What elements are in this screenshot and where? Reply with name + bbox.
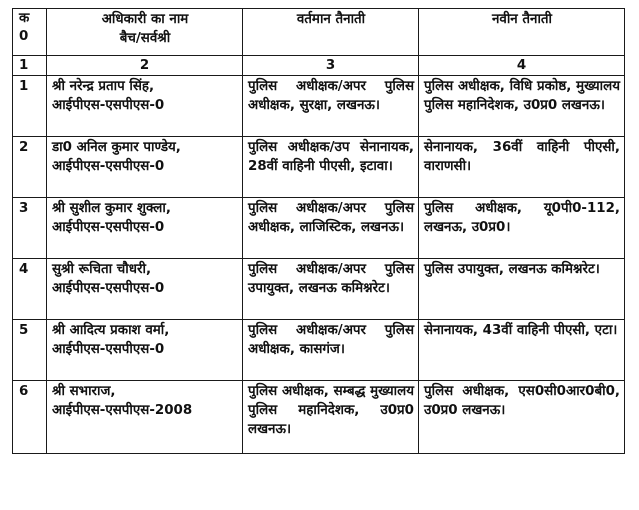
row-officer-name bbox=[47, 320, 243, 381]
row-serial: 6 bbox=[13, 381, 47, 454]
row-new-posting: पुलिस अधीक्षक, विधि प्रकोष्ठ, मुख्यालय पुलिस महानिदेशक, उ0प्र0 लखनऊ। bbox=[419, 76, 625, 137]
row-new-posting: पुलिस उपायुक्त, लखनऊ कमिश्नरेट। bbox=[419, 259, 625, 320]
officer-batch: आईपीएस-एसपीएस-0 bbox=[52, 342, 165, 357]
row-new-posting: पुलिस अधीक्षक, यू0पी0-112, लखनऊ, उ0प्र0। bbox=[419, 198, 625, 259]
table-row bbox=[13, 320, 625, 381]
column-number-1: 1 bbox=[13, 56, 47, 76]
column-number-4: 4 bbox=[419, 56, 625, 76]
officer-name: श्री सभाराज, bbox=[52, 384, 116, 399]
row-serial: 4 bbox=[13, 259, 47, 320]
header-serial-line1: क bbox=[19, 11, 30, 26]
officer-name: श्री नरेन्द्र प्रताप सिंह, bbox=[52, 79, 155, 94]
row-current-posting: पुलिस अधीक्षक/अपर पुलिस अधीक्षक, सुरक्षा, लखनऊ। bbox=[243, 76, 419, 137]
column-number-row bbox=[13, 56, 625, 76]
officer-batch: आईपीएस-एसपीएस-0 bbox=[52, 220, 165, 235]
transfer-table bbox=[12, 8, 625, 454]
row-new-posting: सेनानायक, 43वीं वाहिनी पीएसी, एटा। bbox=[419, 320, 625, 381]
header-serial-line2: 0 bbox=[19, 29, 29, 44]
column-number-2: 2 bbox=[47, 56, 243, 76]
column-number-3: 3 bbox=[243, 56, 419, 76]
officer-batch: आईपीएस-एसपीएस-0 bbox=[52, 98, 165, 113]
row-new-posting: पुलिस अधीक्षक, एस0सी0आर0बी0, उ0प्र0 लखनऊ। bbox=[419, 381, 625, 454]
row-current-posting: पुलिस अधीक्षक/अपर पुलिस उपायुक्त, लखनऊ कमिश्नरेट। bbox=[243, 259, 419, 320]
row-officer-name bbox=[47, 381, 243, 454]
row-new-posting: सेनानायक, 36वीं वाहिनी पीएसी, वाराणसी। bbox=[419, 137, 625, 198]
header-officer-name-line1: अधिकारी का नाम bbox=[101, 12, 189, 27]
row-officer-name bbox=[47, 137, 243, 198]
row-serial: 5 bbox=[13, 320, 47, 381]
row-current-posting: पुलिस अधीक्षक, सम्बद्ध मुख्यालय पुलिस महानिदेशक, उ0प्र0 लखनऊ। bbox=[243, 381, 419, 454]
header-officer-name-line2: बैच/सर्वश्री bbox=[119, 31, 171, 46]
header-new-posting bbox=[419, 9, 625, 56]
row-current-posting: पुलिस अधीक्षक/उप सेनानायक, 28वीं वाहिनी पीएसी, इटावा। bbox=[243, 137, 419, 198]
row-serial: 3 bbox=[13, 198, 47, 259]
header-row bbox=[13, 9, 625, 56]
officer-name: श्री सुशील कुमार शुक्ला, bbox=[52, 201, 171, 216]
table-row bbox=[13, 76, 625, 137]
header-current-posting-label: वर्तमान तैनाती bbox=[296, 12, 366, 27]
row-current-posting: पुलिस अधीक्षक/अपर पुलिस अधीक्षक, कासगंज। bbox=[243, 320, 419, 381]
table-row bbox=[13, 137, 625, 198]
row-officer-name bbox=[47, 259, 243, 320]
header-serial bbox=[13, 9, 47, 56]
header-new-posting-label: नवीन तैनाती bbox=[491, 12, 553, 27]
table-row bbox=[13, 259, 625, 320]
row-serial: 1 bbox=[13, 76, 47, 137]
officer-name: डा0 अनिल कुमार पाण्डेय, bbox=[52, 140, 181, 155]
row-serial: 2 bbox=[13, 137, 47, 198]
officer-name: सुश्री रूचिता चौधरी, bbox=[52, 262, 152, 277]
header-officer-name bbox=[47, 9, 243, 56]
officer-batch: आईपीएस-एसपीएस-0 bbox=[52, 281, 165, 296]
table-row bbox=[13, 198, 625, 259]
officer-batch: आईपीएस-एसपीएस-2008 bbox=[52, 403, 193, 418]
header-current-posting bbox=[243, 9, 419, 56]
row-current-posting: पुलिस अधीक्षक/अपर पुलिस अधीक्षक, लाजिस्टिक, लखनऊ। bbox=[243, 198, 419, 259]
table-row bbox=[13, 381, 625, 454]
row-officer-name bbox=[47, 198, 243, 259]
row-officer-name bbox=[47, 76, 243, 137]
officer-name: श्री आदित्य प्रकाश वर्मा, bbox=[52, 323, 170, 338]
officer-batch: आईपीएस-एसपीएस-0 bbox=[52, 159, 165, 174]
